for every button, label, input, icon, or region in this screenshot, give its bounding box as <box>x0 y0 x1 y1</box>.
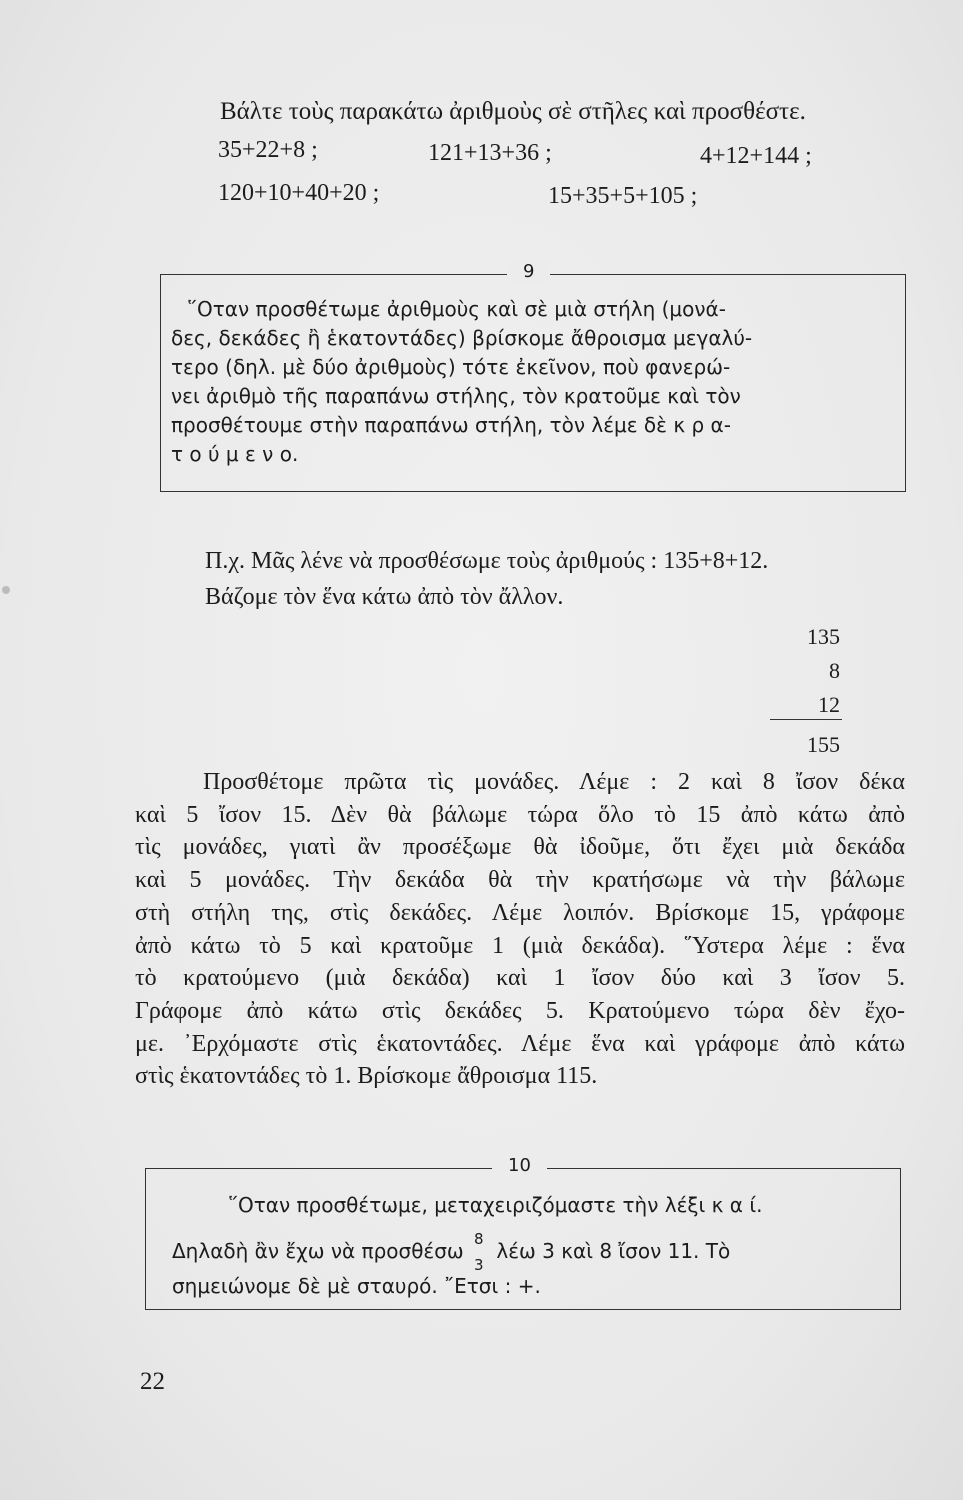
rule-text-line: τ ο ύ μ ε ν ο. <box>171 442 299 466</box>
rule-text-part: λέω 3 καὶ 8 ἴσον 11. Τὸ <box>496 1239 731 1263</box>
paragraph-line: τὸ κρατούμενο (μιὰ δεκάδα) καὶ 1 ἴσον δύο καὶ 3 ἴσον 5. <box>135 965 905 992</box>
paragraph-line: Προσθέτομε πρῶτα τὶς μονάδες. Λέμε : 2 καὶ 8 ἴσον δέκα <box>203 769 905 795</box>
paragraph-line: στὴ στήλη της, στὶς δεκάδες. Λέμε λοιπόν. Βρίσκομε 15, γράφομε <box>135 899 905 926</box>
paragraph-line: Γράφομε ἀπὸ κάτω στὶς δεκάδες 5. Κρατούμενο τώρα δὲν ἔχο- <box>135 997 905 1024</box>
sum-rule <box>770 719 842 720</box>
rule-text-line: τερο (δηλ. μὲ δύο ἀριθμοὺς) τότε ἐκεῖνον, ποὺ φανερώ- <box>171 355 731 379</box>
rule-box-9 <box>160 261 906 492</box>
page-stain <box>2 586 10 594</box>
page-number: 22 <box>140 1368 165 1395</box>
column-addend: 135 <box>807 624 840 649</box>
sum-item: 120+10+40+20 ; <box>218 180 380 206</box>
sum-item: 15+35+5+105 ; <box>548 183 698 209</box>
column-result: 155 <box>807 732 840 757</box>
rule-text-line <box>172 1229 731 1274</box>
example-line: Βάζομε τὸν ἕνα κάτω ἀπὸ τὸν ἄλλον. <box>205 584 564 610</box>
rule-box-10 <box>145 1155 901 1310</box>
sum-item: 121+13+36 ; <box>428 140 552 166</box>
paragraph-line: τὶς μονάδες, γιατὶ ἂν προσέξωμε θὰ ἰδοῦμε, ὅτι ἔχει μιὰ δεκάδα <box>135 834 905 861</box>
paragraph-line: καὶ 5 μονάδες. Τὴν δεκάδα θὰ τὴν κρατήσωμε νὰ τὴν βάλωμε <box>135 867 905 894</box>
rule-text-line: προσθέτουμε στὴν παραπάνω στήλη, τὸν λέμε δὲ κ ρ α- <box>171 413 731 437</box>
example-line: Π.χ. Μᾶς λένε νὰ προσθέσωμε τοὺς ἀριθμούς : 135+8+12. <box>205 548 769 574</box>
rule-number: 9 <box>507 261 550 282</box>
sum-item: 4+12+144 ; <box>700 143 812 169</box>
paragraph-line: με. ᾿Ερχόμαστε στὶς ἑκατοντάδες. Λέμε ἕνα καὶ γράφομε ἀπὸ κάτω <box>135 1030 905 1057</box>
stacked-top: 8 <box>474 1229 484 1248</box>
example-paragraph <box>135 766 905 1093</box>
rule-text-line: νει ἀριθμὸ τῆς παραπάνω στήλης, τὸν κρατοῦμε καὶ τὸν <box>171 384 741 408</box>
stacked-bottom: 3 <box>474 1255 484 1274</box>
column-addend: 12 <box>818 692 840 717</box>
sum-item: 35+22+8 ; <box>218 137 318 163</box>
rule-text-part: Δηλαδὴ ἂν ἔχω νὰ προσθέσω <box>172 1239 464 1263</box>
exercise-instruction: Βάλτε τοὺς παρακάτω ἀριθμοὺς σὲ στῆλες καὶ προσθέστε. <box>220 98 806 125</box>
rule-text-line: σημειώνομε δὲ μὲ σταυρό. ῎Ετσι : +. <box>172 1274 541 1298</box>
rule-text-line: δες, δεκάδες ἢ ἑκατοντάδες) βρίσκομε ἄθροισμα μεγαλύ- <box>171 326 753 350</box>
rule-text-line: ῞Οταν προσθέτωμε, μεταχειριζόμαστε τὴν λέξι κ α ί. <box>228 1193 763 1217</box>
column-addend: 8 <box>829 658 840 683</box>
paragraph-line: στὶς ἑκατοντάδες τὸ 1. Βρίσκομε ἄθροισμα 115. <box>135 1063 598 1090</box>
stacked-fraction <box>470 1229 490 1274</box>
paragraph-line: καὶ 5 ἴσον 15. Δὲν θὰ βάλωμε τώρα ὅλο τὸ 15 ἀπὸ κάτω ἀπὸ <box>135 801 905 828</box>
rule-text-line: ῞Οταν προσθέτωμε ἀριθμοὺς καὶ σὲ μιὰ στήλη (μονά- <box>187 297 726 321</box>
rule-number: 10 <box>492 1155 547 1176</box>
paragraph-line: ἀπὸ κάτω τὸ 5 καὶ κρατοῦμε 1 (μιὰ δεκάδα). ῞Υστερα λέμε : ἕνα <box>135 932 905 959</box>
